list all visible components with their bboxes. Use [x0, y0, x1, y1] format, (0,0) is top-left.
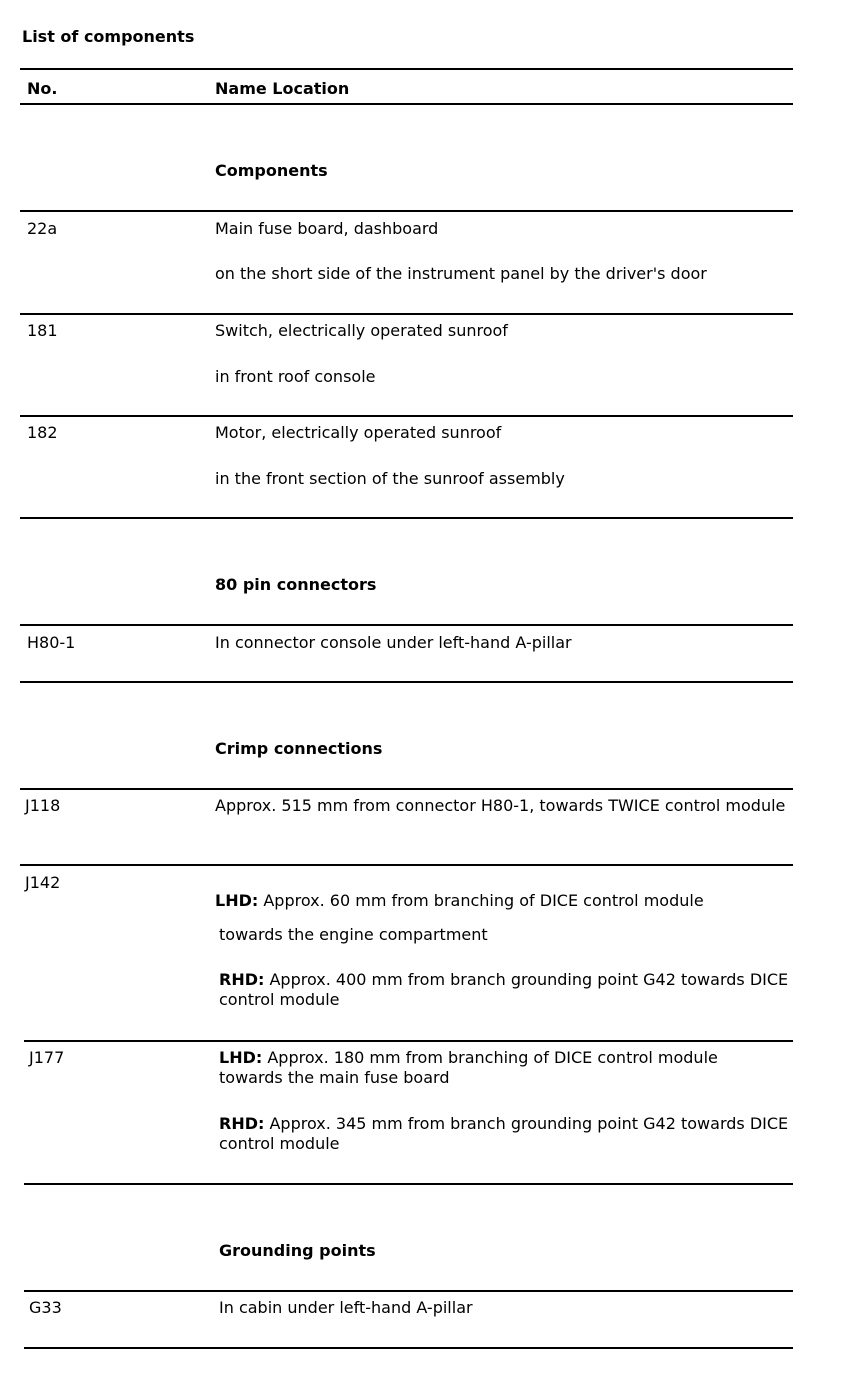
- section-heading-crimp: Crimp connections: [215, 739, 383, 758]
- divider: [20, 210, 793, 212]
- row-name: Main fuse board, dashboard: [215, 219, 439, 238]
- section-heading-connectors: 80 pin connectors: [215, 575, 377, 594]
- row-name: Motor, electrically operated sunroof: [215, 423, 502, 442]
- divider: [24, 1347, 793, 1349]
- divider: [20, 415, 793, 417]
- divider: [20, 103, 793, 105]
- divider: [20, 313, 793, 315]
- row-lhd-line: [219, 1048, 779, 1088]
- row-location: Approx. 515 mm from connector H80-1, towards TWICE control module: [215, 796, 786, 815]
- row-rhd-line: [219, 1114, 791, 1154]
- row-no: J118: [25, 796, 61, 815]
- lhd-text: Approx. 60 mm from branching of DICE control module: [263, 891, 704, 910]
- row-location: in the front section of the sunroof assembly: [215, 469, 565, 488]
- row-no: 22a: [27, 219, 58, 238]
- rhd-text: Approx. 400 mm from branch grounding point G42 towards DICE control module: [219, 970, 789, 1009]
- row-no: H80-1: [27, 633, 76, 652]
- row-no: 181: [27, 321, 58, 340]
- row-no: 182: [27, 423, 58, 442]
- row-lhd-line: [215, 891, 704, 911]
- divider: [24, 1290, 793, 1292]
- lhd-label: LHD:: [219, 1048, 263, 1067]
- rhd-label: RHD:: [219, 970, 265, 989]
- divider: [20, 68, 793, 70]
- row-name: Switch, electrically operated sunroof: [215, 321, 508, 340]
- row-no: J177: [29, 1048, 65, 1067]
- divider: [20, 864, 793, 866]
- lhd-text-continued: towards the engine compartment: [219, 925, 488, 944]
- document-title: List of components: [22, 27, 195, 46]
- rhd-text: Approx. 345 mm from branch grounding point G42 towards DICE control module: [219, 1114, 789, 1153]
- divider: [20, 624, 793, 626]
- divider: [20, 681, 793, 683]
- divider: [24, 1183, 793, 1185]
- divider: [20, 788, 793, 790]
- row-location: in front roof console: [215, 367, 376, 386]
- row-location: on the short side of the instrument panel by the driver's door: [215, 264, 707, 283]
- lhd-text: Approx. 180 mm from branching of DICE control module towards the main fuse board: [219, 1048, 718, 1087]
- section-heading-components: Components: [215, 161, 328, 180]
- header-no: No.: [27, 79, 58, 98]
- row-no: J142: [25, 873, 61, 892]
- divider: [20, 517, 793, 519]
- rhd-label: RHD:: [219, 1114, 265, 1133]
- row-location: In cabin under left-hand A-pillar: [219, 1298, 473, 1317]
- lhd-label: LHD:: [215, 891, 259, 910]
- header-name-location: Name Location: [215, 79, 350, 98]
- divider: [24, 1040, 793, 1042]
- row-location: In connector console under left-hand A-pillar: [215, 633, 572, 652]
- section-heading-grounding: Grounding points: [219, 1241, 376, 1260]
- row-no: G33: [29, 1298, 62, 1317]
- row-rhd-line: [219, 970, 791, 1010]
